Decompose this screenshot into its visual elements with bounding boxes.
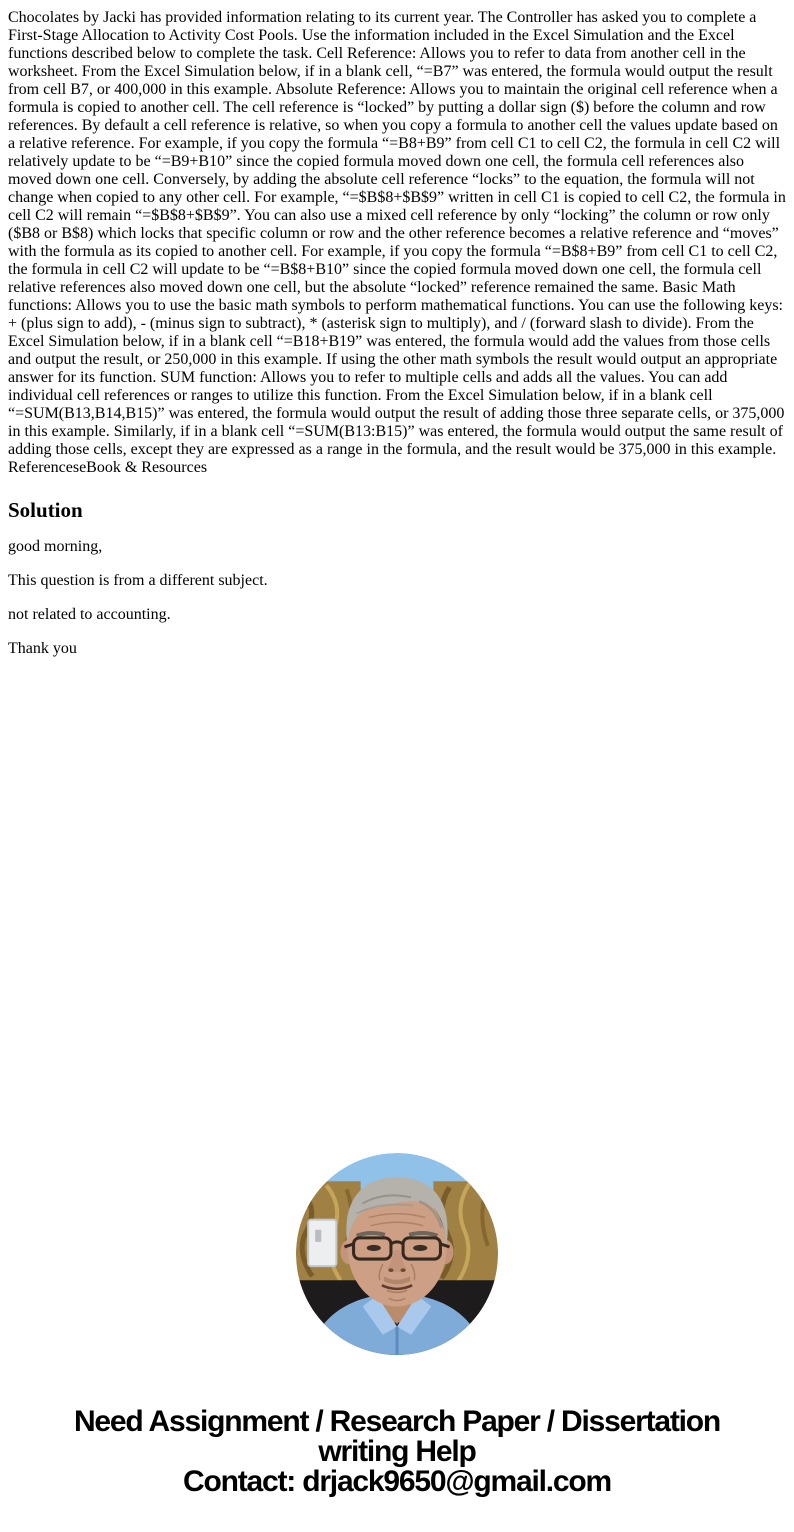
footer-line-writing-help: writing Help [318,1435,476,1468]
footer-line-services: Need Assignment / Research Paper / Dissertation [73,1405,721,1438]
contact-footer [8,1407,786,1497]
footer-line-contact-email: Contact: drjack9650@gmail.com [183,1465,611,1498]
solution-line-not-accounting: not related to accounting. [8,606,171,623]
tutor-photo-illustration [296,1153,498,1355]
solution-heading: Solution [8,498,83,522]
solution-line-greeting: good morning, [8,538,103,555]
solution-line-different-subject: This question is from a different subject. [8,572,268,589]
avatar [296,1153,498,1355]
solution-line-thank-you: Thank you [8,640,77,657]
question-text: Chocolates by Jacki has provided information relating to its current year. The Controller has asked you to complete a First-Stage Allocation to Activity Cost Pools. Use the information included in the Excel Simulation and the Excel functions described below to complete the task. Cell Reference: Allows you to refer to data from another cell in the worksheet. From the Excel Simulation below, if in a blank cell, “=B7” was entered, the formula would output the result from cell B7, or 400,000 in this example. Absolute Reference: Allows you to maintain the original cell reference when a formula is copied to another cell. The cell reference is “locked” by putting a dollar sign ($) before the column and row references. By default a cell reference is relative, so when you copy a formula to another cell the values update based on a relative reference. For example, if you copy the formula “=B8+B9” from cell C1 to cell C2, the formula in cell C2 will relatively update to be “=B9+B10” since the copied formula moved down one cell, the formula cell references also moved down one cell. Conversely, by adding the absolute cell reference “locks” to the equation, the formula will not change when copied to any other cell. For example, “=$B$8+$B$9” written in cell C1 is copied to cell C2, the formula in cell C2 will remain “=$B$8+$B$9”. You can also use a mixed cell reference by only “locking” the column or row only ($B8 or B$8) which locks that specific column or row and the other reference becomes a relative reference and “moves” with the formula as its copied to another cell. For example, if you copy the formula “=B$8+B9” from cell C1 to cell C2, the formula in cell C2 will update to be “=B$8+B10” since the copied formula moved down one cell, the formula cell relative references also moved down one cell, but the absolute “locked” reference remained the same. Basic Math functions: Allows you to use the basic math symbols to perform mathematical functions. You can use the following keys: + (plus sign to add), - (minus sign to subtract), * (asterisk sign to multiply), and / (forward slash to divide). From the Excel Simulation below, if in a blank cell “=B18+B19” was entered, the formula would add the values from those cells and output the result, or 250,000 in this example. If using the other math symbols the result would output an appropriate answer for its function. SUM function: Allows you to refer to multiple cells and adds all the values. You can add individual cell references or ranges to utilize this function. From the Excel Simulation below, if in a blank cell “=SUM(B13,B14,B15)” was entered, the formula would output the result of adding those three separate cells, or 375,000 in this example. Similarly, if in a blank cell “=SUM(B13:B15)” was entered, the formula would output the same result of adding those cells, except they are expressed as a range in the formula, and the result would be 375,000 in this example. ReferenceseBook & Resources [8,9,786,476]
page-content [0,9,794,1497]
